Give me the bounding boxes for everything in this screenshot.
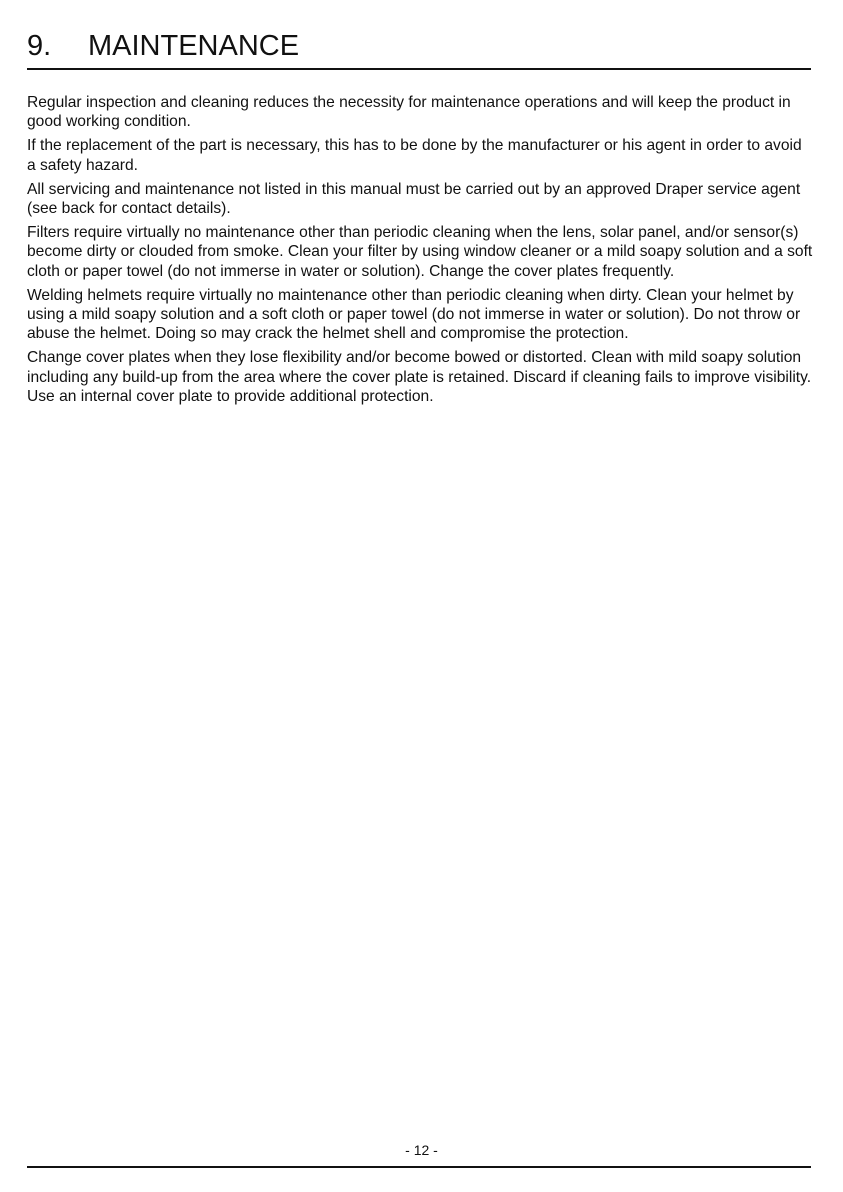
page-title	[27, 29, 299, 63]
paragraph-inspection: Regular inspection and cleaning reduces the necessity for maintenance operations and will keep the product in good working condition.	[27, 94, 791, 131]
page-number: - 12 -	[405, 1142, 438, 1158]
paragraph-cover-plates: Change cover plates when they lose flexibility and/or become bowed or distorted. Clean with mild soapy solution including any build-up from the area where the cover plate is retained. Discard if cleaning fails to improve visibility. Use an internal cover plate to provide additional protection.	[27, 349, 812, 405]
paragraph-servicing: All servicing and maintenance not listed in this manual must be carried out by an approved Draper service agent (see back for contact details).	[27, 180, 801, 218]
section-title: MAINTENANCE	[88, 30, 300, 62]
section-number: 9.	[27, 30, 52, 62]
paragraph-filters: Filters require virtually no maintenance other than periodic cleaning when the lens, solar panel, and/or sensor(s) become dirty or clouded from smoke. Clean your filter by using window cleaner or a mild soapy solution and a soft cloth or paper towel (do not immerse in water or solution). Change the cover plates frequently.	[27, 224, 813, 280]
paragraph-replacement: If the replacement of the part is necessary, this has to be done by the manufacturer or his agent in order to avoid a safety hazard.	[27, 137, 802, 174]
paragraph-helmets: Welding helmets require virtually no maintenance other than periodic cleaning when dirty. Clean your helmet by using a mild soapy solution and a soft cloth or paper towel (do not immerse in water or solution). Do not throw or abuse the helmet. Doing so may crack the helmet shell and compromise the protection.	[27, 286, 801, 343]
heading-divider	[27, 68, 811, 70]
footer-divider	[27, 1166, 811, 1168]
maintenance-body	[27, 93, 813, 411]
